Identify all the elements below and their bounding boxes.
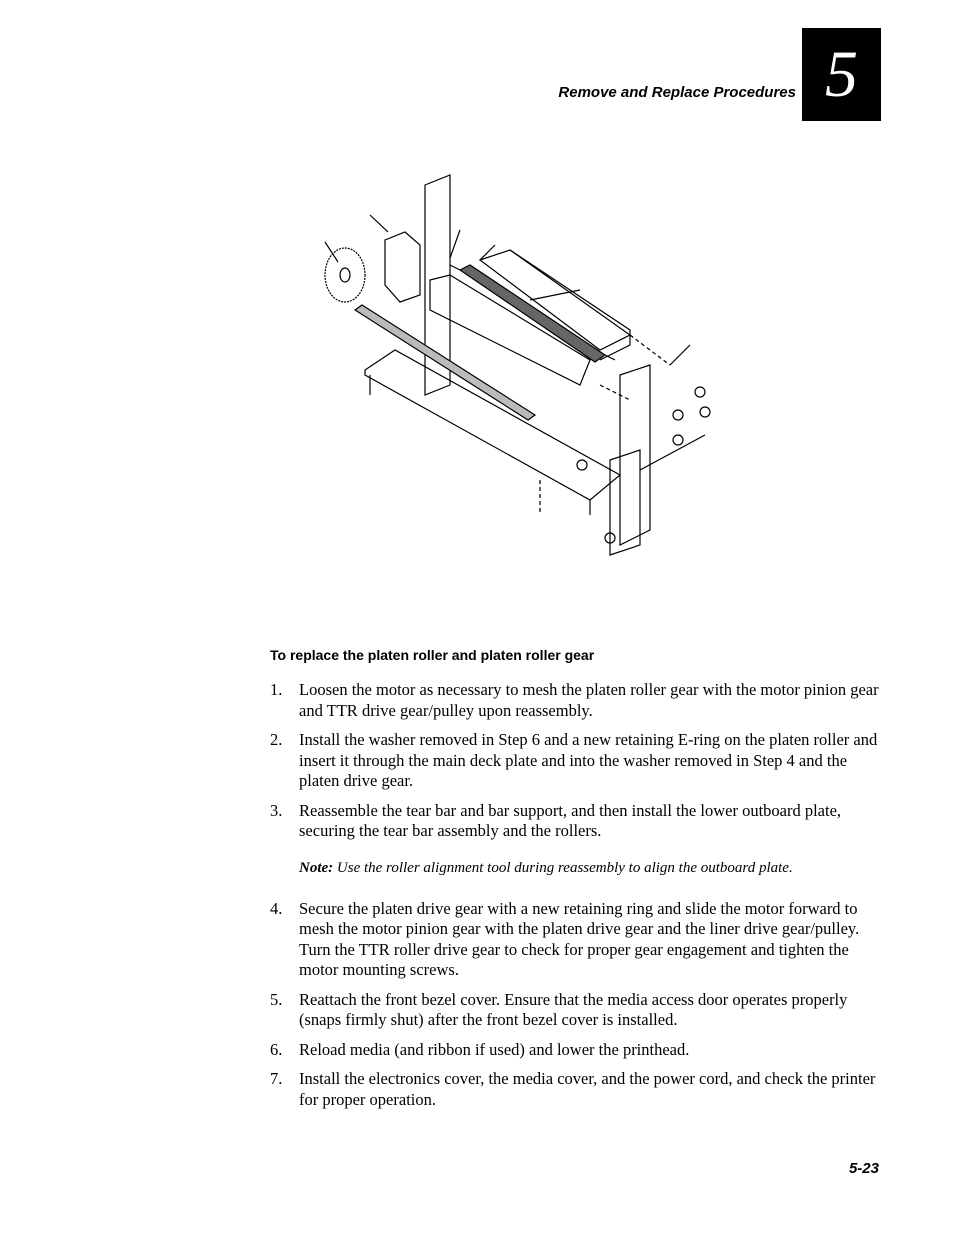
running-header: Remove and Replace Procedures — [558, 84, 796, 101]
tear-bar — [355, 305, 535, 420]
page-number: 5-23 — [848, 1160, 879, 1177]
step-number: 1. — [270, 680, 283, 699]
platen-roller-diagram — [310, 170, 730, 560]
step-item — [270, 1040, 880, 1061]
note-label: Note: — [299, 859, 334, 876]
step-text: Reattach the front bezel cover. Ensure that the media access door operates properly (snaps firmly shut) after the front bezel cover is installed. — [299, 989, 848, 1029]
platen-drive-gear — [325, 248, 365, 302]
chapter-tab: 5 — [802, 28, 881, 121]
step-text: Reassemble the tear bar and bar support, and then install the lower outboard plate, securing the tear bar assembly and the rollers. — [299, 800, 842, 840]
step-number: 6. — [270, 1039, 283, 1059]
note — [270, 860, 880, 877]
step-number: 2. — [270, 730, 283, 749]
step-text: Reload media (and ribbon if used) and lower the printhead. — [299, 1039, 690, 1059]
step-item — [270, 899, 880, 981]
bar-support — [365, 350, 620, 500]
step-item — [270, 680, 880, 721]
procedure-steps — [270, 680, 880, 1119]
step-item — [270, 990, 880, 1031]
step-number: 5. — [270, 989, 283, 1009]
note-text: Use the roller alignment tool during reassembly to align the outboard plate. — [336, 859, 793, 876]
step-text: Install the electronics cover, the media cover, and the power cord, and check the printer for proper operation. — [299, 1069, 876, 1109]
step-text: Install the washer removed in Step 6 and a new retaining E-ring on the platen roller and insert it through the main deck plate and into the washer removed in Step 4 and the platen drive gear. — [299, 730, 878, 790]
step-number: 3. — [270, 800, 283, 820]
step-text: Secure the platen drive gear with a new retaining ring and slide the motor forward to mesh the motor pinion gear with the platen drive gear and the liner drive gear/pulley. Turn the TTR roller drive gear to check for proper gear engagement and tighten the motor mounting screws. — [299, 898, 860, 979]
step-item — [270, 730, 880, 792]
step-item — [270, 801, 880, 842]
motor-bracket — [385, 232, 420, 302]
platen-roller — [460, 265, 605, 362]
step-number: 7. — [270, 1069, 283, 1088]
step-number: 4. — [270, 898, 283, 918]
step-text: Loosen the motor as necessary to mesh the platen roller gear with the motor pinion gear and TTR drive gear/pulley upon reassembly. — [299, 680, 879, 720]
step-item — [270, 1069, 880, 1110]
section-heading: To replace the platen roller and platen roller gear — [270, 647, 595, 663]
